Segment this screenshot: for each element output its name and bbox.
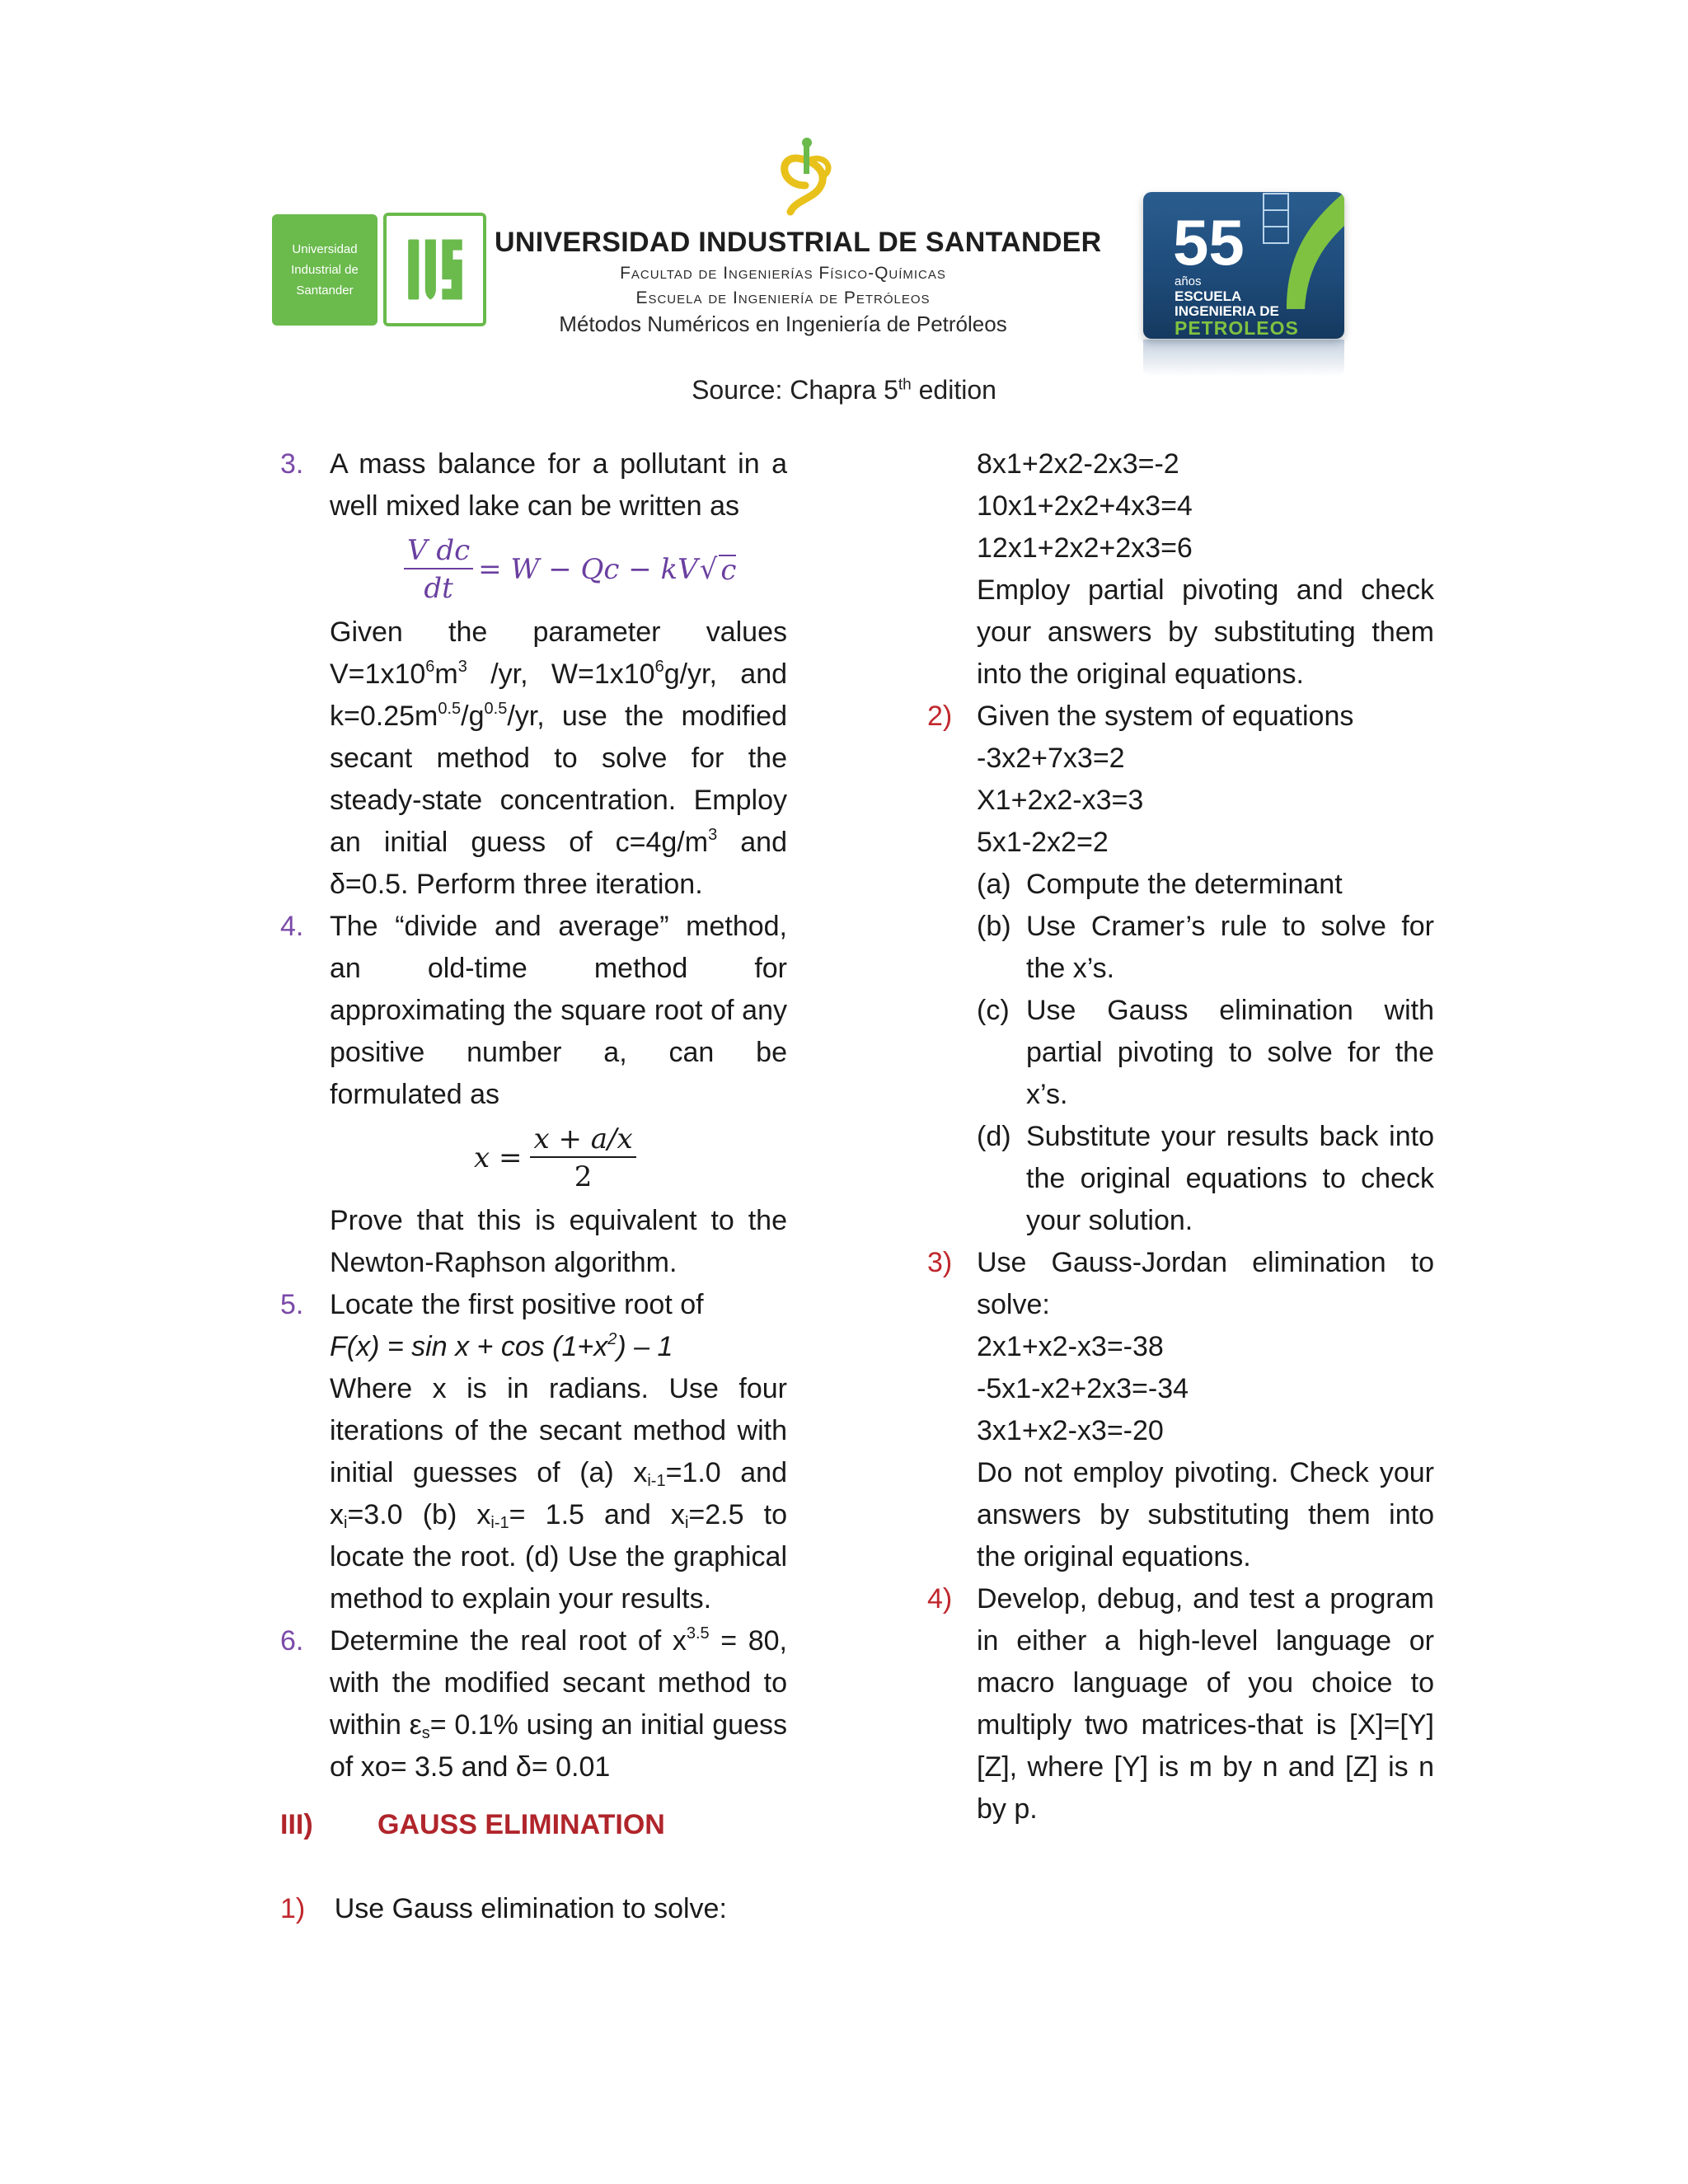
logo-line: Universidad bbox=[292, 242, 358, 256]
text-run: m bbox=[434, 658, 458, 690]
sub-part bbox=[977, 864, 1434, 906]
sub-part-label: (c) bbox=[977, 995, 1010, 1026]
subscript: i bbox=[684, 1514, 689, 1532]
problem-text: Use Gauss elimination to solve: bbox=[334, 1893, 727, 1924]
problem-4 bbox=[280, 906, 787, 1284]
equation-sqrt: c bbox=[720, 554, 737, 587]
problem-number: 6. bbox=[280, 1625, 304, 1657]
sub-part-text: Substitute your results back into the original equations to check your solution. bbox=[1026, 1121, 1434, 1236]
subscript: s bbox=[421, 1724, 430, 1742]
leaf-icon bbox=[1254, 192, 1344, 309]
problem-note: Do not employ pivoting. Check your answers by substituting them into the original equations. bbox=[977, 1457, 1434, 1572]
text-run: Determine the real root of x bbox=[330, 1625, 687, 1657]
problem-number: 3) bbox=[927, 1247, 953, 1278]
logo-line: Industrial de bbox=[291, 263, 359, 277]
equation-line: 3x1+x2-x3=-20 bbox=[977, 1415, 1164, 1446]
divide-average-equation bbox=[474, 1116, 787, 1200]
text-run: /yr, W=1x10 bbox=[467, 658, 655, 690]
equation-line: 5x1-2x2=2 bbox=[977, 827, 1109, 858]
problem-number: 1) bbox=[280, 1893, 306, 1924]
text-run: Given the parameter values V=1x10 bbox=[330, 616, 787, 690]
text-run: =3.0 (b) x bbox=[347, 1499, 491, 1530]
equation-numerator: V dc bbox=[404, 537, 473, 569]
section-title: GAUSS ELIMINATION bbox=[377, 1809, 665, 1840]
equation-line: 8x1+2x2-2x3=-2 bbox=[977, 448, 1179, 480]
sub-part-label: (b) bbox=[977, 911, 1011, 942]
sub-part-text: Use Gauss elimination with partial pivoting to solve for the x’s. bbox=[1026, 995, 1434, 1110]
superscript: 0.5 bbox=[484, 700, 508, 718]
sub-parts bbox=[977, 864, 1434, 1242]
badge-line: años bbox=[1175, 274, 1202, 288]
school-name: Escuela de Ingeniería de Petróleos bbox=[635, 288, 931, 307]
right-column bbox=[927, 443, 1434, 1830]
problem-text: Prove that this is equivalent to the Newton-Raphson algorithm. bbox=[330, 1205, 787, 1278]
equation-line: 10x1+2x2+4x3=4 bbox=[977, 490, 1193, 522]
superscript: 3 bbox=[457, 658, 467, 676]
badge-line: PETROLEOS bbox=[1175, 317, 1299, 339]
problem-3 bbox=[280, 443, 788, 906]
problem-6 bbox=[280, 1620, 788, 1788]
gauss-problem-3 bbox=[927, 1242, 1434, 1578]
superscript: 2 bbox=[607, 1330, 617, 1348]
superscript: 3.5 bbox=[686, 1624, 710, 1643]
problem-text bbox=[330, 1368, 787, 1620]
superscript: 0.5 bbox=[438, 700, 462, 718]
badge-line: ESCUELA bbox=[1175, 288, 1242, 304]
text-run: = 80, with the modified secant method to within ε bbox=[330, 1625, 787, 1741]
university-emblem-icon bbox=[771, 136, 841, 218]
university-name: UNIVERSIDAD INDUSTRIAL DE SANTANDER bbox=[495, 227, 1102, 258]
badge-line: INGENIERIA DE bbox=[1175, 303, 1279, 319]
badge-reflection bbox=[1143, 340, 1344, 377]
section-number: III) bbox=[280, 1809, 313, 1840]
equation-rhs: = W − Qc − kV bbox=[478, 553, 698, 586]
text-run: Where x is in radians. Use four iterations of the secant method with initial guesses of (a) x bbox=[330, 1373, 787, 1488]
text-run: g/yr, and k=0.25m bbox=[330, 658, 788, 732]
problem-text: Given the system of equations bbox=[977, 701, 1354, 732]
problem-5 bbox=[280, 1284, 788, 1620]
university-logo-box bbox=[272, 214, 377, 326]
equation-lhs: x = bbox=[474, 1141, 523, 1174]
problem-text: Develop, debug, and test a program in either a high-level language or macro language of you choice to multiply two matrices-that is [X]=[Y][Z], where [Y] is m by n and [Z] is n by p. bbox=[977, 1583, 1434, 1825]
gauss-problem-1 bbox=[280, 1893, 727, 1925]
source-sup: th bbox=[898, 376, 912, 394]
equation-fraction bbox=[404, 534, 473, 605]
logo-line: Santander bbox=[296, 284, 354, 298]
faculty-name: Facultad de Ingenierías Físico-Químicas bbox=[620, 264, 946, 283]
mass-balance-equation: $\frac{\text{V dc}}{dt}$ = W − Qc − kV √ c bbox=[404, 527, 787, 612]
subscript: i-1 bbox=[647, 1472, 666, 1490]
text-run: /g bbox=[461, 701, 485, 732]
gauss-problem-2 bbox=[927, 696, 1434, 1242]
equation-line: X1+2x2-x3=3 bbox=[977, 785, 1144, 816]
source-suffix: edition bbox=[911, 375, 996, 405]
sub-part bbox=[977, 1116, 1434, 1242]
text-run: F(x) = sin x + cos (1+x bbox=[330, 1331, 608, 1362]
sub-part-label: (a) bbox=[977, 869, 1011, 900]
equation-line: 2x1+x2-x3=-38 bbox=[977, 1331, 1164, 1362]
left-column bbox=[280, 443, 788, 1788]
source-citation bbox=[0, 375, 1688, 405]
problem-number: 4) bbox=[927, 1583, 953, 1615]
text-run: =2.5 to locate the root. (d) Use the graphical method to explain your results. bbox=[330, 1499, 788, 1615]
equation-numerator: x + a/x bbox=[530, 1125, 635, 1158]
problem-text: A mass balance for a pollutant in a well mixed lake can be written as bbox=[330, 448, 787, 522]
problem-text bbox=[330, 1620, 787, 1788]
equation-line: -5x1-x2+2x3=-34 bbox=[977, 1373, 1189, 1404]
source-prefix: Source: Chapra 5 bbox=[692, 375, 898, 405]
problem-number: 4. bbox=[280, 911, 304, 942]
subscript: i-1 bbox=[490, 1514, 509, 1532]
problem-text: The “divide and average” method, an old-time method for approximating the square root of any positive number a, can be formulated as bbox=[330, 911, 787, 1110]
text-run: = 1.5 and x bbox=[509, 1499, 685, 1530]
badge-number: 55 bbox=[1173, 206, 1245, 279]
equation-denominator: dt bbox=[424, 572, 453, 605]
equation-denominator: 2 bbox=[574, 1160, 593, 1193]
sub-part-text: Compute the determinant bbox=[1026, 869, 1343, 900]
text-run: =1.0 and x bbox=[330, 1457, 788, 1530]
university-header-text bbox=[495, 227, 1102, 337]
superscript: 6 bbox=[425, 658, 435, 676]
text-run: = 0.1% using an initial guess of xo= 3.5 and δ= 0.01 bbox=[330, 1709, 788, 1783]
sub-part-label: (d) bbox=[977, 1121, 1011, 1152]
problem-number: 5. bbox=[280, 1289, 304, 1320]
superscript: 3 bbox=[708, 826, 718, 844]
equation-fraction bbox=[530, 1122, 635, 1193]
subscript: i bbox=[344, 1514, 348, 1532]
system-1 bbox=[977, 443, 1434, 569]
problem-text: Locate the first positive root of bbox=[330, 1289, 704, 1320]
course-name: Métodos Numéricos en Ingeniería de Petróleos bbox=[559, 312, 1007, 336]
sub-part-text: Use Cramer’s rule to solve for the x’s. bbox=[1026, 911, 1434, 984]
text-run: and δ=0.5. Perform three iteration. bbox=[330, 827, 787, 900]
problem-text: Use Gauss-Jordan elimination to solve: bbox=[977, 1247, 1434, 1320]
gauss-problem-4 bbox=[927, 1578, 1434, 1830]
anniversary-badge bbox=[1143, 192, 1344, 339]
text-run: ) – 1 bbox=[617, 1331, 673, 1362]
sub-part bbox=[977, 990, 1434, 1116]
problem-given bbox=[330, 612, 787, 906]
problem-number: 2) bbox=[927, 701, 953, 732]
problem-number: 3. bbox=[280, 448, 304, 480]
text-run: /yr, use the modified secant method to solve for the steady-state concentration. Employ an initial guess of c=4g/m bbox=[330, 701, 787, 858]
problem-note: Employ partial pivoting and check your answers by substituting them into the original equations. bbox=[977, 574, 1434, 690]
equation-line: 12x1+2x2+2x3=6 bbox=[977, 532, 1193, 564]
function-definition bbox=[330, 1326, 787, 1368]
section-heading bbox=[280, 1809, 665, 1841]
equation-line: -3x2+7x3=2 bbox=[977, 743, 1125, 774]
superscript: 6 bbox=[654, 658, 664, 676]
uis-logo-icon bbox=[383, 213, 486, 326]
sub-part bbox=[977, 906, 1434, 990]
